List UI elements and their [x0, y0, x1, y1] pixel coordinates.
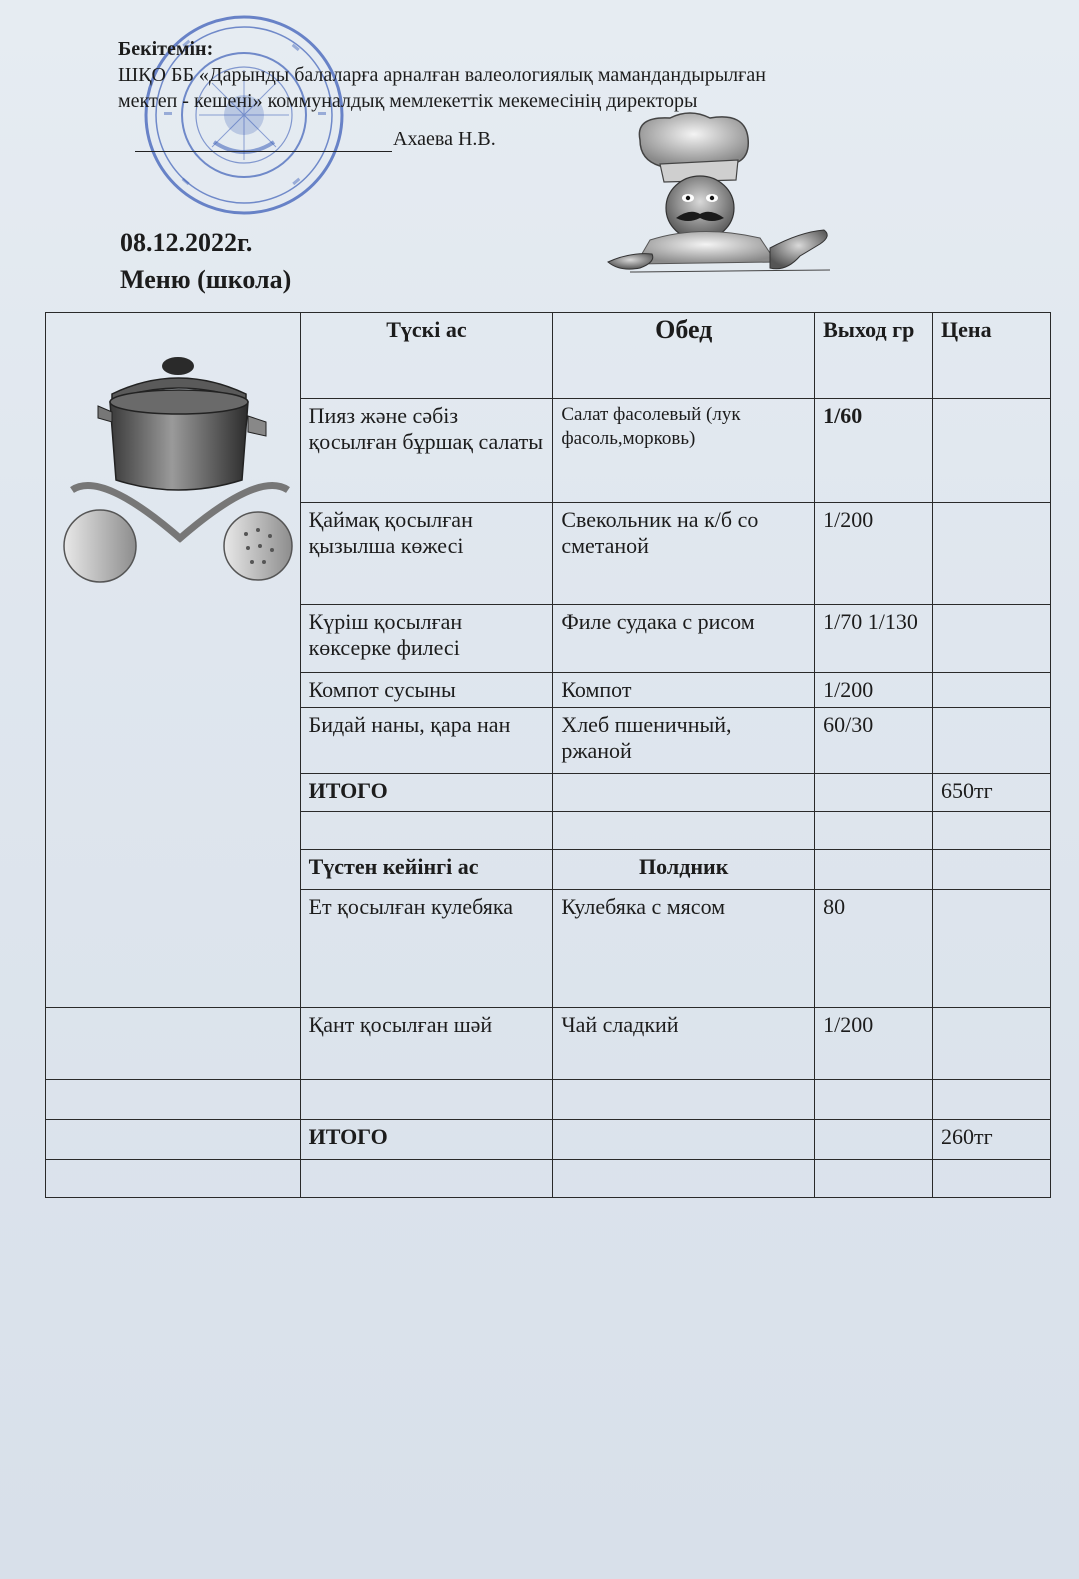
empty-cell — [300, 1080, 553, 1120]
dish-price — [933, 503, 1051, 605]
signature-line — [135, 151, 392, 152]
empty-row — [46, 1160, 1051, 1198]
dish-yield: 60/30 — [815, 708, 933, 774]
menu-title: Меню (школа) — [120, 265, 292, 294]
dish-ru: Чай сладкий — [553, 1008, 815, 1080]
dish-price — [933, 1008, 1051, 1080]
empty-cell — [815, 850, 933, 890]
empty-cell — [815, 812, 933, 850]
dish-yield: 80 — [815, 890, 933, 1008]
dish-kz: Компот сусыны — [300, 673, 553, 708]
empty-cell — [553, 1080, 815, 1120]
empty-cell — [553, 1160, 815, 1198]
chef-illustration-icon — [600, 112, 840, 284]
empty-cell — [46, 1160, 301, 1198]
snack-header-ru: Полдник — [553, 850, 815, 890]
dish-kz: Қант қосылған шәй — [300, 1008, 553, 1080]
dish-price — [933, 605, 1051, 673]
empty-cell — [933, 850, 1051, 890]
dish-ru: Салат фасолевый (лук фасоль,морковь) — [553, 399, 815, 503]
empty-cell — [815, 1080, 933, 1120]
dish-yield: 1/200 — [815, 1008, 933, 1080]
menu-date: 08.12.2022г. — [120, 228, 253, 257]
table-row — [46, 1008, 1051, 1080]
director-name: Ахаева Н.В. — [393, 128, 496, 150]
dish-kz: Бидай наны, қара нан — [300, 708, 553, 774]
dish-ru: Филе судака с рисом — [553, 605, 815, 673]
school-name-line1: ШҚО ББ «Дарынды балаларға арналған валеологиялық мамандандырылған — [118, 64, 766, 86]
empty-cell — [933, 812, 1051, 850]
empty-cell — [553, 1120, 815, 1160]
empty-cell — [300, 1160, 553, 1198]
empty-cell — [46, 1008, 301, 1080]
col-header-yield: Выход гр — [815, 313, 933, 399]
empty-row — [46, 1080, 1051, 1120]
pot-and-ladles-illustration-icon — [62, 350, 298, 600]
school-name-line2: мектеп - кешені» коммуналдық мемлекеттік мекемесінің директоры — [118, 90, 698, 112]
empty-cell — [933, 1160, 1051, 1198]
col-header-ru: Обед — [553, 313, 815, 399]
dish-ru: Кулебяка с мясом — [553, 890, 815, 1008]
dish-price — [933, 399, 1051, 503]
dish-ru: Свекольник на к/б со сметаной — [553, 503, 815, 605]
empty-cell — [46, 1080, 301, 1120]
dish-kz: Күріш қосылған көксерке филесі — [300, 605, 553, 673]
dish-ru: Хлеб пшеничный, ржаной — [553, 708, 815, 774]
empty-cell — [553, 812, 815, 850]
dish-price — [933, 708, 1051, 774]
empty-cell — [46, 1120, 301, 1160]
dish-yield: 1/200 — [815, 673, 933, 708]
dish-yield: 1/70 1/130 — [815, 605, 933, 673]
empty-cell — [933, 1080, 1051, 1120]
col-header-kz: Түскі ас — [300, 313, 553, 399]
approval-block — [118, 36, 1018, 114]
total-label: ИТОГО — [300, 1120, 553, 1160]
dish-price — [933, 890, 1051, 1008]
total-price: 650тг — [933, 774, 1051, 812]
empty-cell — [553, 774, 815, 812]
dish-kz: Ет қосылған кулебяка — [300, 890, 553, 1008]
empty-cell — [815, 774, 933, 812]
total-row — [46, 1120, 1051, 1160]
dish-ru: Компот — [553, 673, 815, 708]
total-label: ИТОГО — [300, 774, 553, 812]
dish-price — [933, 673, 1051, 708]
dish-kz: Пияз және сәбіз қосылған бұршақ салаты — [300, 399, 553, 503]
dish-kz: Қаймақ қосылған қызылша көжесі — [300, 503, 553, 605]
empty-cell — [815, 1160, 933, 1198]
empty-cell — [300, 812, 553, 850]
total-price: 260тг — [933, 1120, 1051, 1160]
col-header-price: Цена — [933, 313, 1051, 399]
snack-header-kz: Түстен кейінгі ас — [300, 850, 553, 890]
empty-cell — [815, 1120, 933, 1160]
dish-yield: 1/60 — [815, 399, 933, 503]
approve-label: Бекітемін: — [118, 38, 214, 60]
dish-yield: 1/200 — [815, 503, 933, 605]
